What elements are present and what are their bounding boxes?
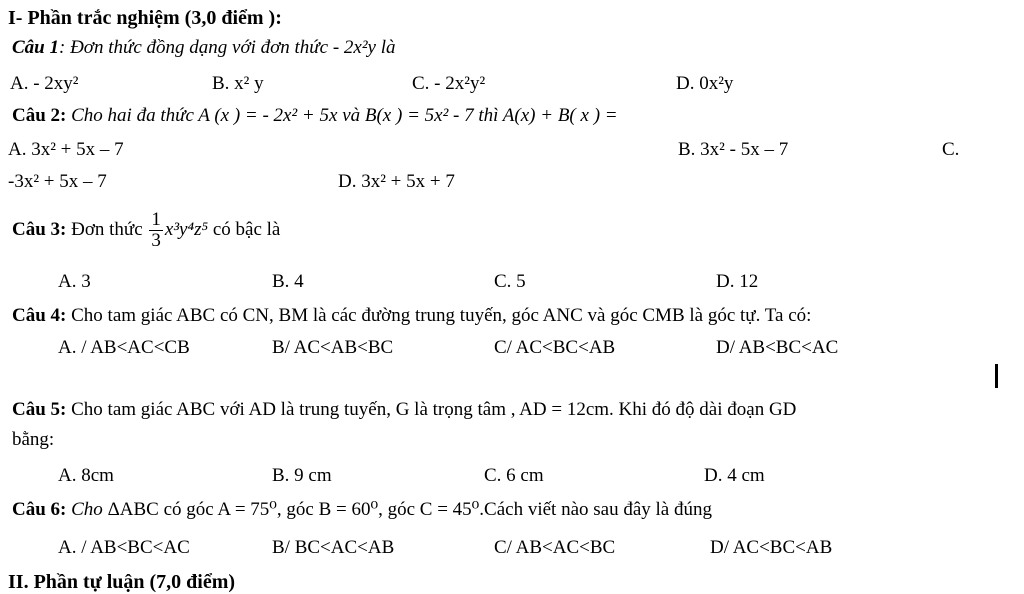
q4-option-c: C/ AC<BC<AB [494,337,616,358]
question-6-label: Câu 6: [12,499,67,520]
question-6 [12,498,712,522]
question-3-label: Câu 3: [12,219,67,240]
q3-option-d: D. 12 [716,271,759,292]
q1-option-c: C. - 2x²y² [412,73,486,94]
question-6-text-italic: Cho [66,499,108,520]
question-5-label: Câu 5: [12,399,67,420]
question-2-label: Câu 2: [12,105,67,126]
q4-option-a: A. / AB<AC<CB [58,337,190,358]
q5-option-a: A. 8cm [58,465,114,486]
q6-option-d: D/ AC<BC<AB [710,537,833,558]
question-5 [12,398,796,422]
fraction-denominator: 3 [151,230,161,252]
question-4 [12,304,811,328]
question-5-continuation: bằng: [12,429,55,450]
q6-option-a: A. / AB<BC<AC [58,537,190,558]
q5-option-b: B. 9 cm [272,465,332,486]
q1-option-d: D. 0x²y [676,73,734,94]
question-1-text: : Đơn thức đồng dạng với đơn thức - 2x²y là [59,37,396,58]
fraction-one-third [149,210,163,251]
q6-option-c: C/ AB<AC<BC [494,537,616,558]
question-5-text: Cho tam giác ABC với AD là trung tuyến, G là trọng tâm , AD = 12cm. Khi đó độ dài đoạn GD [66,399,797,420]
q3-option-c: C. 5 [494,271,526,292]
q5-option-c: C. 6 cm [484,465,544,486]
q2-option-d: D. 3x² + 5x + 7 [338,171,455,192]
q4-option-b: B/ AC<AB<BC [272,337,394,358]
q3-option-a: A. 3 [58,271,91,292]
q1-option-a: A. - 2xy² [10,73,79,94]
question-4-text: Cho tam giác ABC có CN, BM là các đường trung tuyến, góc ANC và góc CMB là góc tự. Ta có: [66,305,812,326]
question-1-label: Câu 1 [12,37,59,58]
question-6-text: ΔABC có góc A = 75⁰, góc B = 60⁰, góc C = 45⁰.Cách viết nào sau đây là đúng [107,499,712,520]
q2-option-b: B. 3x² - 5x – 7 [678,139,789,160]
question-2-text: Cho hai đa thức A (x ) = - 2x² + 5x và B(x ) = 5x² - 7 thì A(x) + B( x ) = [66,105,618,126]
q5-option-d: D. 4 cm [704,465,765,486]
q3-option-b: B. 4 [272,271,304,292]
question-3-text-after: có bậc là [212,219,281,240]
q2-option-c: C. [942,139,960,160]
q2-option-a: A. 3x² + 5x – 7 [8,139,124,160]
monomial-expression: x³y⁴z⁵ [164,219,209,240]
question-4-label: Câu 4: [12,305,67,326]
q4-option-d: D/ AB<BC<AC [716,337,839,358]
question-3 [12,208,280,252]
section-title: I- Phần trắc nghiệm (3,0 điểm ): [8,7,282,29]
q2-option-c-value: -3x² + 5x – 7 [8,171,107,192]
q1-option-b: B. x² y [212,73,264,94]
text-cursor [995,364,998,388]
q6-option-b: B/ BC<AC<AB [272,537,395,558]
fraction-numerator: 1 [151,209,161,231]
question-1 [12,36,396,60]
question-2 [12,104,618,128]
question-3-text: Đơn thức [66,219,143,240]
section-2-title: II. Phần tự luận (7,0 điểm) [8,571,236,593]
